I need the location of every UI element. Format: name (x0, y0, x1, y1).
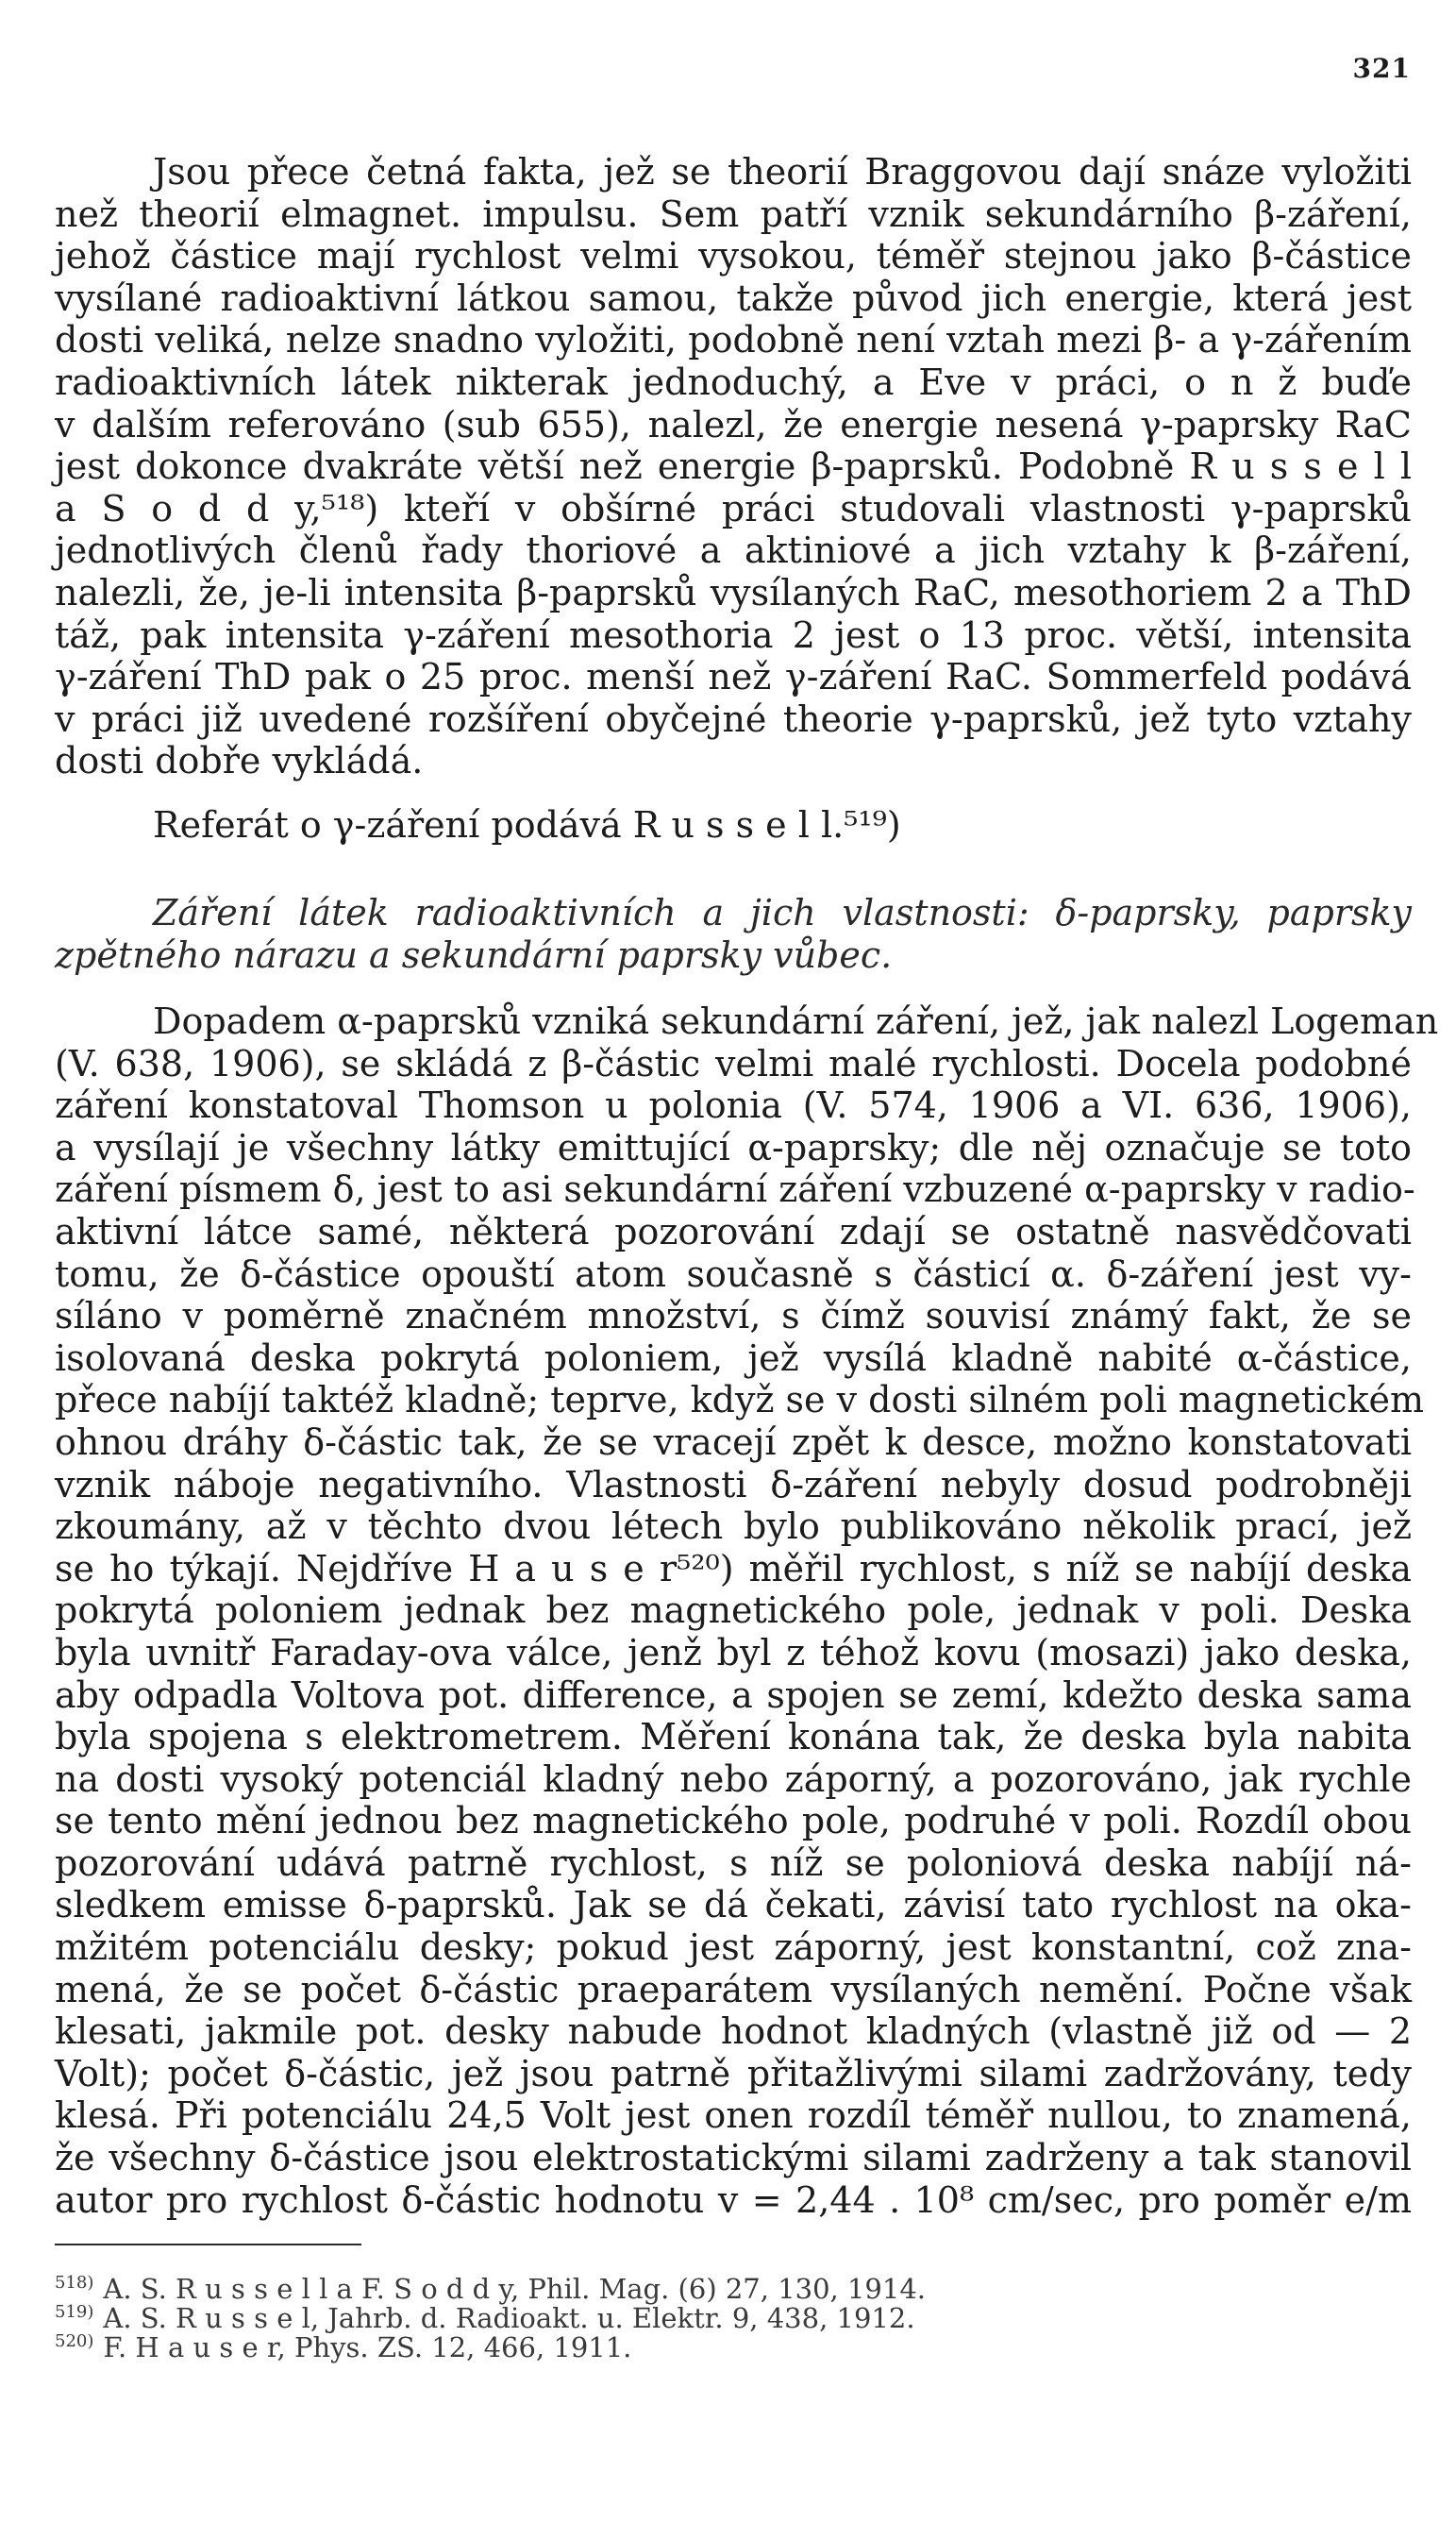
paragraph-2-line: se ho týkají. Nejdříve H a u s e r⁵²⁰) měřil rychlost, s níž se nabíjí deska (55, 1547, 1412, 1589)
paragraph-2-line: vznik náboje negativního. Vlastnosti δ-záření nebyly dosud podrobněji (55, 1463, 1412, 1505)
section-heading-line-2: zpětného nárazu a sekundární paprsky vůbec. (55, 933, 893, 976)
referat-text: Referát o γ-záření podává R u s s e l l.⁵¹⁹) (153, 804, 901, 846)
paragraph-1-line: dosti dobře vykládá. (55, 740, 424, 782)
paragraph-1-line: jednotlivých členů řady thoriové a aktiniové a jich vztahy k β-záření, (55, 530, 1412, 572)
paragraph-2-line: mená, že se počet δ-částic praeparátem vysílaných nemění. Počne však (55, 1968, 1412, 2010)
footnote (55, 2304, 1412, 2333)
footnote-text: A. S. R u s s e l l a F. S o d d y, Phil. Mag. (6) 27, 130, 1914. (103, 2273, 927, 2305)
paragraph-1-line: v práci již uvedené rozšíření obyčejné theorie γ-paprsků, jež tyto vztahy (55, 698, 1412, 740)
paragraph-2-line: Dopadem α-paprsků vzniká sekundární záření, jež, jak nalezl Logeman (153, 1000, 1439, 1042)
paragraph-2-line: klesá. Při potenciálu 24,5 Volt jest onen rozdíl téměř nullou, to znamená, (55, 2094, 1412, 2137)
paragraph-1-line: γ-záření ThD pak o 25 proc. menší než γ-záření RaC. Sommerfeld podává (55, 656, 1412, 698)
paragraph-2-line: záření konstatoval Thomson u polonia (V. 574, 1906 a VI. 636, 1906), (55, 1084, 1412, 1127)
paragraph-2-line: mžitém potenciálu desky; pokud jest záporný, jest konstantní, což zna- (55, 1926, 1412, 1969)
footnote (55, 2275, 1412, 2304)
paragraph-2-line: isolovaná deska pokrytá poloniem, jež vysílá kladně nabité α-částice, (55, 1337, 1412, 1379)
referat-line (55, 804, 1412, 847)
paragraph-1-line: jest dokonce dvakráte větší než energie β-paprsků. Podobně R u s s e l l (55, 446, 1412, 488)
paragraph-1-line: než theorií elmagnet. impulsu. Sem patří vznik sekundárního β-záření, (55, 193, 1412, 235)
paragraph-1-line: nalezli, že, je-li intensita β-paprsků vysílaných RaC, mesothoriem 2 a ThD (55, 571, 1412, 614)
paragraph-2-line: pozorování udává patrně rychlost, s níž se poloniová deska nabíjí ná- (55, 1841, 1412, 1884)
page-number: 321 (1352, 53, 1411, 84)
paragraph-2-line: sledkem emisse δ-paprsků. Jak se dá čekati, závisí tato rychlost na okа- (55, 1884, 1412, 1926)
paragraph-2-line: se tento mění jednou bez magnetického pole, podruhé v poli. Rozdíl obou (55, 1800, 1412, 1842)
paragraph-1-line: dosti veliká, nelze snadno vyložiti, podobně není vztah mezi β- a γ-zářením (55, 319, 1412, 361)
paragraph-2-line: ohnou dráhy δ-částic tak, že se vracejí zpět k desce, možno konstatovati (55, 1421, 1412, 1463)
paragraph-1-line: Jsou přece četná fakta, jež se theorií Braggovou dají snáze vyložiti (153, 151, 1412, 193)
footnotes (55, 2275, 1412, 2362)
paragraph-2-line: že všechny δ-částice jsou elektrostatickými silami zadrženy a tak stanovil (55, 2137, 1412, 2179)
paragraph-2-line: a vysílají je všechny látky emittující α-paprsky; dle něj označuje se toto (55, 1126, 1412, 1169)
footnote (55, 2333, 1412, 2362)
footnote-mark: 520) (55, 2331, 94, 2352)
paragraph-2-line: aktivní látce samé, některá pozorování zdají se ostatně nasvědčovati (55, 1210, 1412, 1253)
paragraph-1-line: jehož částice mají rychlost velmi vysokou, téměř stejnou jako β-částice (55, 235, 1412, 277)
paragraph-2-line: záření písmem δ, jest to asi sekundární záření vzbuzené α-paprsky v radio- (55, 1169, 1415, 1211)
paragraph-2-line: (V. 638, 1906), se skládá z β-částic velmi malé rychlosti. Docela podobné (55, 1042, 1412, 1084)
paragraph-2-line: síláno v poměrně značném množství, s čímž souvisí známý fakt, že se (55, 1295, 1412, 1337)
paragraph-1 (55, 151, 1412, 782)
footnote-text: F. H a u s e r, Phys. ZS. 12, 466, 1911. (103, 2331, 632, 2363)
footnote-mark: 519) (55, 2302, 94, 2323)
paragraph-1-line: vysílané radioaktivní látkou samou, takže původ jich energie, která jest (55, 277, 1412, 319)
paragraph-2 (55, 1000, 1439, 2221)
footnote-text: A. S. R u s s e l, Jahrb. d. Radioakt. u. Elektr. 9, 438, 1912. (103, 2302, 915, 2334)
footnote-mark: 518) (55, 2273, 94, 2294)
paragraph-2-line: tomu, že δ-částice opouští atom současně s částicí α. δ-záření jest vy- (55, 1253, 1412, 1295)
paragraph-1-line: v dalším referováno (sub 655), nalezl, že energie nesená γ-paprsky RaC (55, 403, 1412, 446)
paragraph-2-line: zkoumány, až v těchto dvou létech bylo publikováno několik prací, jež (55, 1505, 1412, 1548)
paragraph-1-line: radioaktivních látek nikterak jednoduchý, a Eve v práci, o n ž buďe (55, 361, 1412, 403)
paragraph-2-line: přece nabíjí taktéž kladně; teprve, když se v dosti silném poli magnetickém (55, 1379, 1425, 1421)
paragraph-2-line: byla spojena s elektrometrem. Měření konána tak, že deska byla nabita (55, 1716, 1412, 1758)
section-heading-line-1: Záření látek radioaktivních a jich vlastnosti: δ-paprsky, paprsky (153, 892, 1412, 933)
footnote-divider (55, 2244, 361, 2245)
paragraph-2-line: autor pro rychlost δ-částic hodnotu v = 2,44 . 10⁸ cm/sec, pro poměr e/m (55, 2178, 1412, 2221)
paragraph-2-line: aby odpadla Voltova pot. difference, a spojen se zemí, kdežto deska sama (55, 1673, 1412, 1716)
paragraph-1-line: a S o d d y,⁵¹⁸) kteří v obšírné práci studovali vlastnosti γ-paprsků (55, 487, 1412, 530)
section-heading (55, 892, 1412, 976)
paragraph-1-line: táž, pak intensita γ-záření mesothoria 2 jest o 13 proc. větší, intensita (55, 614, 1412, 656)
paragraph-2-line: na dosti vysoký potenciál kladný nebo záporný, a pozorováno, jak rychle (55, 1757, 1412, 1800)
paragraph-2-line: Volt); počet δ-částic, jež jsou patrně přitažlivými silami zadržovány, tedy (55, 2052, 1412, 2094)
paragraph-2-line: klesati, jakmile pot. desky nabude hodnot kladných (vlastně již od — 2 (55, 2010, 1412, 2053)
paragraph-2-line: pokrytá poloniem jednak bez magnetického pole, jednak v poli. Deska (55, 1589, 1412, 1632)
paragraph-2-line: byla uvnitř Faraday-ova válce, jenž byl z téhož kovu (mosazi) jako deska, (55, 1631, 1412, 1673)
